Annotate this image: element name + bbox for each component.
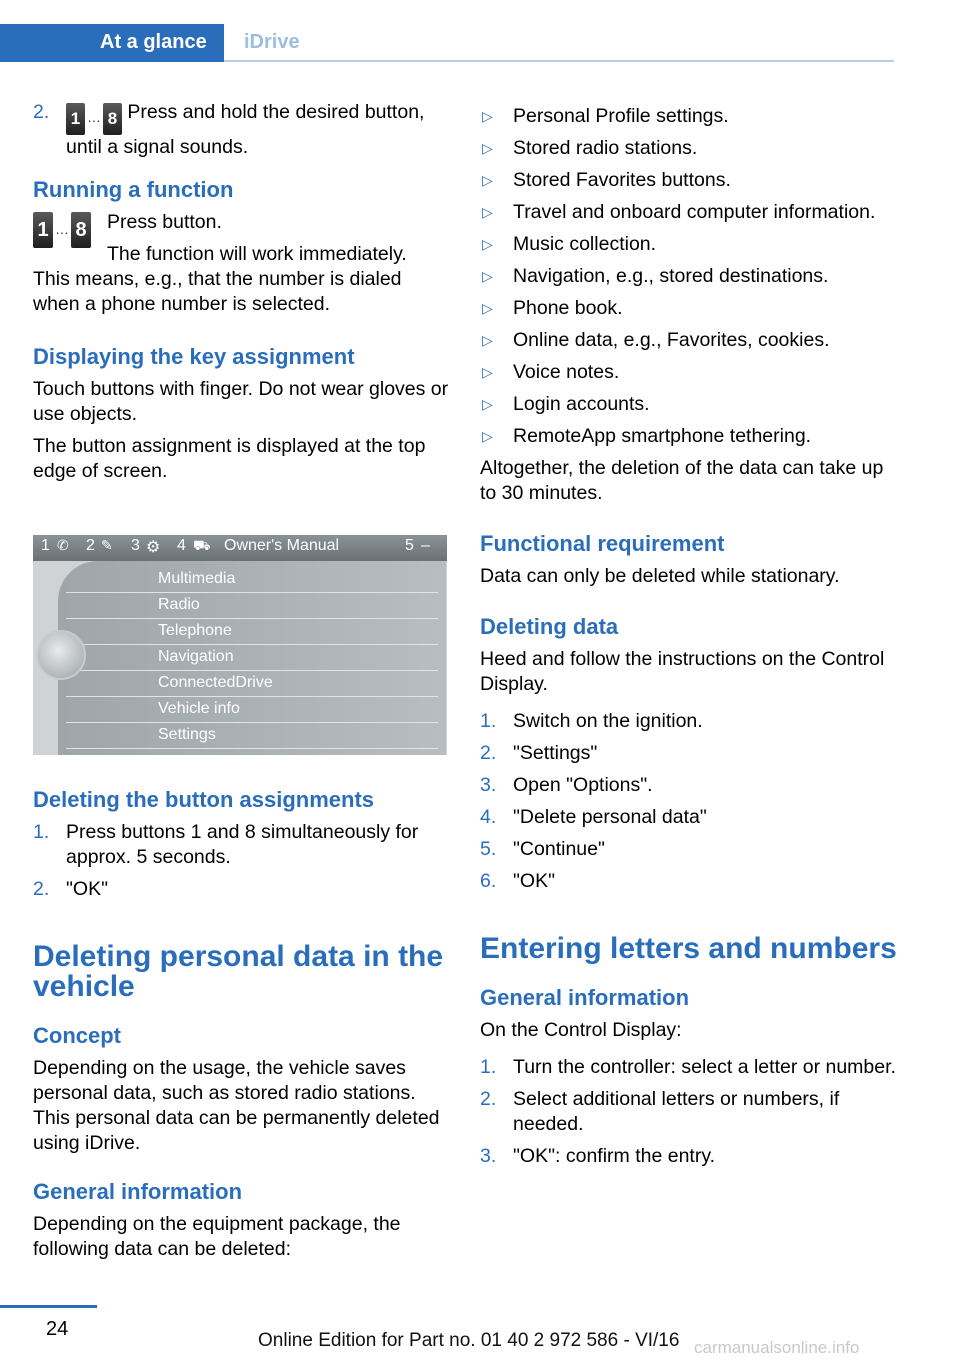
deleting-assignments-heading: Deleting the button assignments — [33, 787, 375, 812]
running-function-heading: Running a function — [33, 177, 234, 202]
functional-requirement-text: Data can only be deleted while stationary. — [480, 565, 840, 587]
running-text-1: Press button. — [107, 211, 222, 233]
list-item — [480, 869, 898, 894]
fav-owners-manual-label: Owner's Manual — [224, 537, 340, 554]
list-item — [480, 392, 898, 417]
triangle-bullet-icon: ▷ — [482, 300, 493, 316]
main-menu — [58, 561, 446, 755]
tab-idrive[interactable] — [224, 24, 894, 62]
menu-item-label: Vehicle info — [158, 700, 240, 717]
button-8-icon: 8 — [71, 212, 91, 248]
step-number: 1. — [33, 821, 50, 843]
button-8-icon: 8 — [103, 103, 122, 135]
tab-idrive-label: iDrive — [244, 31, 300, 53]
menu-item-radio[interactable] — [66, 594, 438, 619]
step-text: Select additional letters or numbers, if needed. — [513, 1088, 840, 1135]
menu-item-connecteddrive[interactable] — [66, 672, 438, 697]
fav-3-label: 3 — [131, 537, 140, 554]
step-number: 2. — [33, 101, 50, 123]
triangle-bullet-icon: ▷ — [482, 140, 493, 156]
fav-4-label: 4 — [177, 537, 186, 554]
list-item — [480, 232, 898, 257]
step-text: "Delete personal data" — [513, 806, 707, 828]
menu-item-label: Navigation — [158, 648, 234, 665]
triangle-bullet-icon: ▷ — [482, 428, 493, 444]
step-number: 1. — [480, 710, 497, 732]
list-item — [480, 168, 898, 193]
triangle-bullet-icon: ▷ — [482, 172, 493, 188]
list-item — [480, 328, 898, 353]
general-information-text: Depending on the equipment package, the following data can be deleted: — [33, 1213, 401, 1260]
left-column — [33, 100, 449, 491]
step-text: "OK" — [513, 870, 556, 892]
step-text: "Continue" — [513, 838, 605, 860]
list-item — [480, 1144, 898, 1169]
display-assignment-heading: Displaying the key assignment — [33, 344, 355, 369]
list-item — [480, 773, 898, 798]
ellipsis-icon: … — [87, 109, 101, 125]
menu-item-navigation[interactable] — [66, 646, 438, 671]
ellipsis-icon: … — [55, 221, 69, 237]
wrench-icon: ✎ — [101, 537, 113, 553]
step-number: 2. — [33, 878, 50, 900]
favorites-bar — [33, 535, 447, 561]
fav-5-label: 5 — [405, 537, 414, 554]
triangle-bullet-icon: ▷ — [482, 236, 493, 252]
list-item — [480, 424, 898, 449]
bullet-text: Stored Favorites buttons. — [513, 169, 731, 191]
concept-text: Depending on the usage, the vehicle saves personal data, such as stored radio stations. This personal data can be permanently deleted using iDrive. — [33, 1057, 440, 1154]
functional-requirement-heading: Functional requirement — [480, 531, 725, 556]
step-number: 3. — [480, 774, 497, 796]
triangle-bullet-icon: ▷ — [482, 268, 493, 284]
running-text-2: The function will work immediately. — [107, 243, 407, 265]
list-item — [33, 877, 449, 902]
entering-letters-heading: Entering letters and numbers — [480, 932, 897, 965]
right-column — [480, 104, 898, 1176]
menu-item-settings[interactable] — [66, 724, 438, 749]
step-number: 1. — [480, 1056, 497, 1078]
bullet-text: Travel and onboard computer information. — [513, 201, 876, 223]
step-number: 4. — [480, 806, 497, 828]
running-text-3: This means, e.g., that the number is dialed when a phone number is selected. — [33, 268, 402, 315]
general-information-2-heading: General information — [480, 985, 690, 1010]
list-item — [480, 1055, 898, 1080]
bullet-text: Music collection. — [513, 233, 657, 255]
step-text: "OK": confirm the entry. — [513, 1145, 716, 1167]
header-tabs — [0, 24, 894, 62]
list-item — [480, 104, 898, 129]
button-1-icon: 1 — [33, 212, 53, 248]
menu-item-multimedia[interactable] — [66, 568, 438, 593]
bullet-text: Online data, e.g., Favorites, cookies. — [513, 329, 830, 351]
general-information-heading: General information — [33, 1179, 243, 1204]
fav-1-label: 1 — [41, 537, 50, 554]
step-number: 3. — [480, 1145, 497, 1167]
bullet-text: Personal Profile settings. — [513, 105, 729, 127]
menu-item-label: ConnectedDrive — [158, 674, 273, 691]
list-item — [33, 820, 449, 870]
display-text-2: The button assignment is displayed at the top edge of screen. — [33, 435, 426, 482]
triangle-bullet-icon: ▷ — [482, 396, 493, 412]
altogether-text: Altogether, the deletion of the data can take up to 30 minutes. — [480, 457, 884, 504]
bullet-text: Navigation, e.g., stored destinations. — [513, 265, 829, 287]
edition-text: Online Edition for Part no. 01 40 2 972 586 - VI/16 — [258, 1330, 680, 1351]
step-text: "OK" — [66, 878, 109, 900]
list-item — [480, 709, 898, 734]
personal-data-heading: Deleting personal data in the vehicle — [33, 940, 444, 1003]
phone-icon: ✆ — [57, 537, 69, 553]
step-number: 2. — [480, 1088, 497, 1110]
list-item — [480, 360, 898, 385]
general-information-2-text: On the Control Display: — [480, 1019, 682, 1041]
menu-item-telephone[interactable] — [66, 620, 438, 645]
list-item — [480, 264, 898, 289]
controller-icon — [36, 630, 86, 680]
left-column-lower — [33, 786, 449, 1269]
footer-divider — [0, 1305, 97, 1308]
bullet-text: Login accounts. — [513, 393, 650, 415]
list-item — [480, 1087, 898, 1137]
tab-at-a-glance-label: At a glance — [100, 31, 207, 53]
concept-heading: Concept — [33, 1023, 121, 1048]
bullet-text: RemoteApp smartphone tethering. — [513, 425, 812, 447]
deleting-data-heading: Deleting data — [480, 614, 619, 639]
list-item — [480, 200, 898, 225]
bullet-text: Voice notes. — [513, 361, 620, 383]
display-text-1: Touch buttons with finger. Do not wear gloves or use objects. — [33, 378, 449, 425]
watermark: carmanualsonline.info — [694, 1338, 860, 1357]
deleting-data-text: Heed and follow the instructions on the Control Display. — [480, 648, 885, 695]
step-number: 6. — [480, 870, 497, 892]
list-item — [480, 837, 898, 862]
triangle-bullet-icon: ▷ — [482, 332, 493, 348]
keycap-group — [33, 212, 91, 248]
step-number: 5. — [480, 838, 497, 860]
step-text: Press and hold the desired button, until a signal sounds. — [66, 101, 425, 158]
menu-item-label: Radio — [158, 596, 200, 613]
menu-item-label: Multimedia — [158, 570, 236, 587]
fav-2-label: 2 — [86, 537, 95, 554]
step-text: Switch on the ignition. — [513, 710, 703, 732]
running-function-block — [33, 210, 449, 267]
triangle-bullet-icon: ▷ — [482, 204, 493, 220]
gear-icon: ⚙ — [146, 539, 161, 556]
step-text: Press buttons 1 and 8 simultaneously for approx. 5 seconds. — [66, 821, 419, 868]
triangle-bullet-icon: ▷ — [482, 108, 493, 124]
page-number: 24 — [46, 1318, 69, 1340]
step-number: 2. — [480, 742, 497, 764]
list-item — [480, 136, 898, 161]
step-text: Open "Options". — [513, 774, 653, 796]
menu-item-label: Telephone — [158, 622, 232, 639]
list-item — [480, 741, 898, 766]
control-display-screenshot — [33, 535, 447, 755]
dash-icon: – — [421, 537, 430, 554]
step-2-hold-button — [33, 100, 449, 160]
menu-item-label: Settings — [158, 726, 216, 743]
list-item — [480, 805, 898, 830]
bullet-text: Stored radio stations. — [513, 137, 698, 159]
step-text: Turn the controller: select a letter or number. — [513, 1056, 896, 1078]
bullet-text: Phone book. — [513, 297, 623, 319]
tab-at-a-glance[interactable] — [0, 24, 224, 62]
menu-item-vehicle-info[interactable] — [66, 698, 438, 723]
step-text: "Settings" — [513, 742, 598, 764]
button-1-icon: 1 — [66, 103, 85, 135]
triangle-bullet-icon: ▷ — [482, 364, 493, 380]
car-icon: ⛟ — [193, 537, 211, 553]
list-item — [480, 296, 898, 321]
